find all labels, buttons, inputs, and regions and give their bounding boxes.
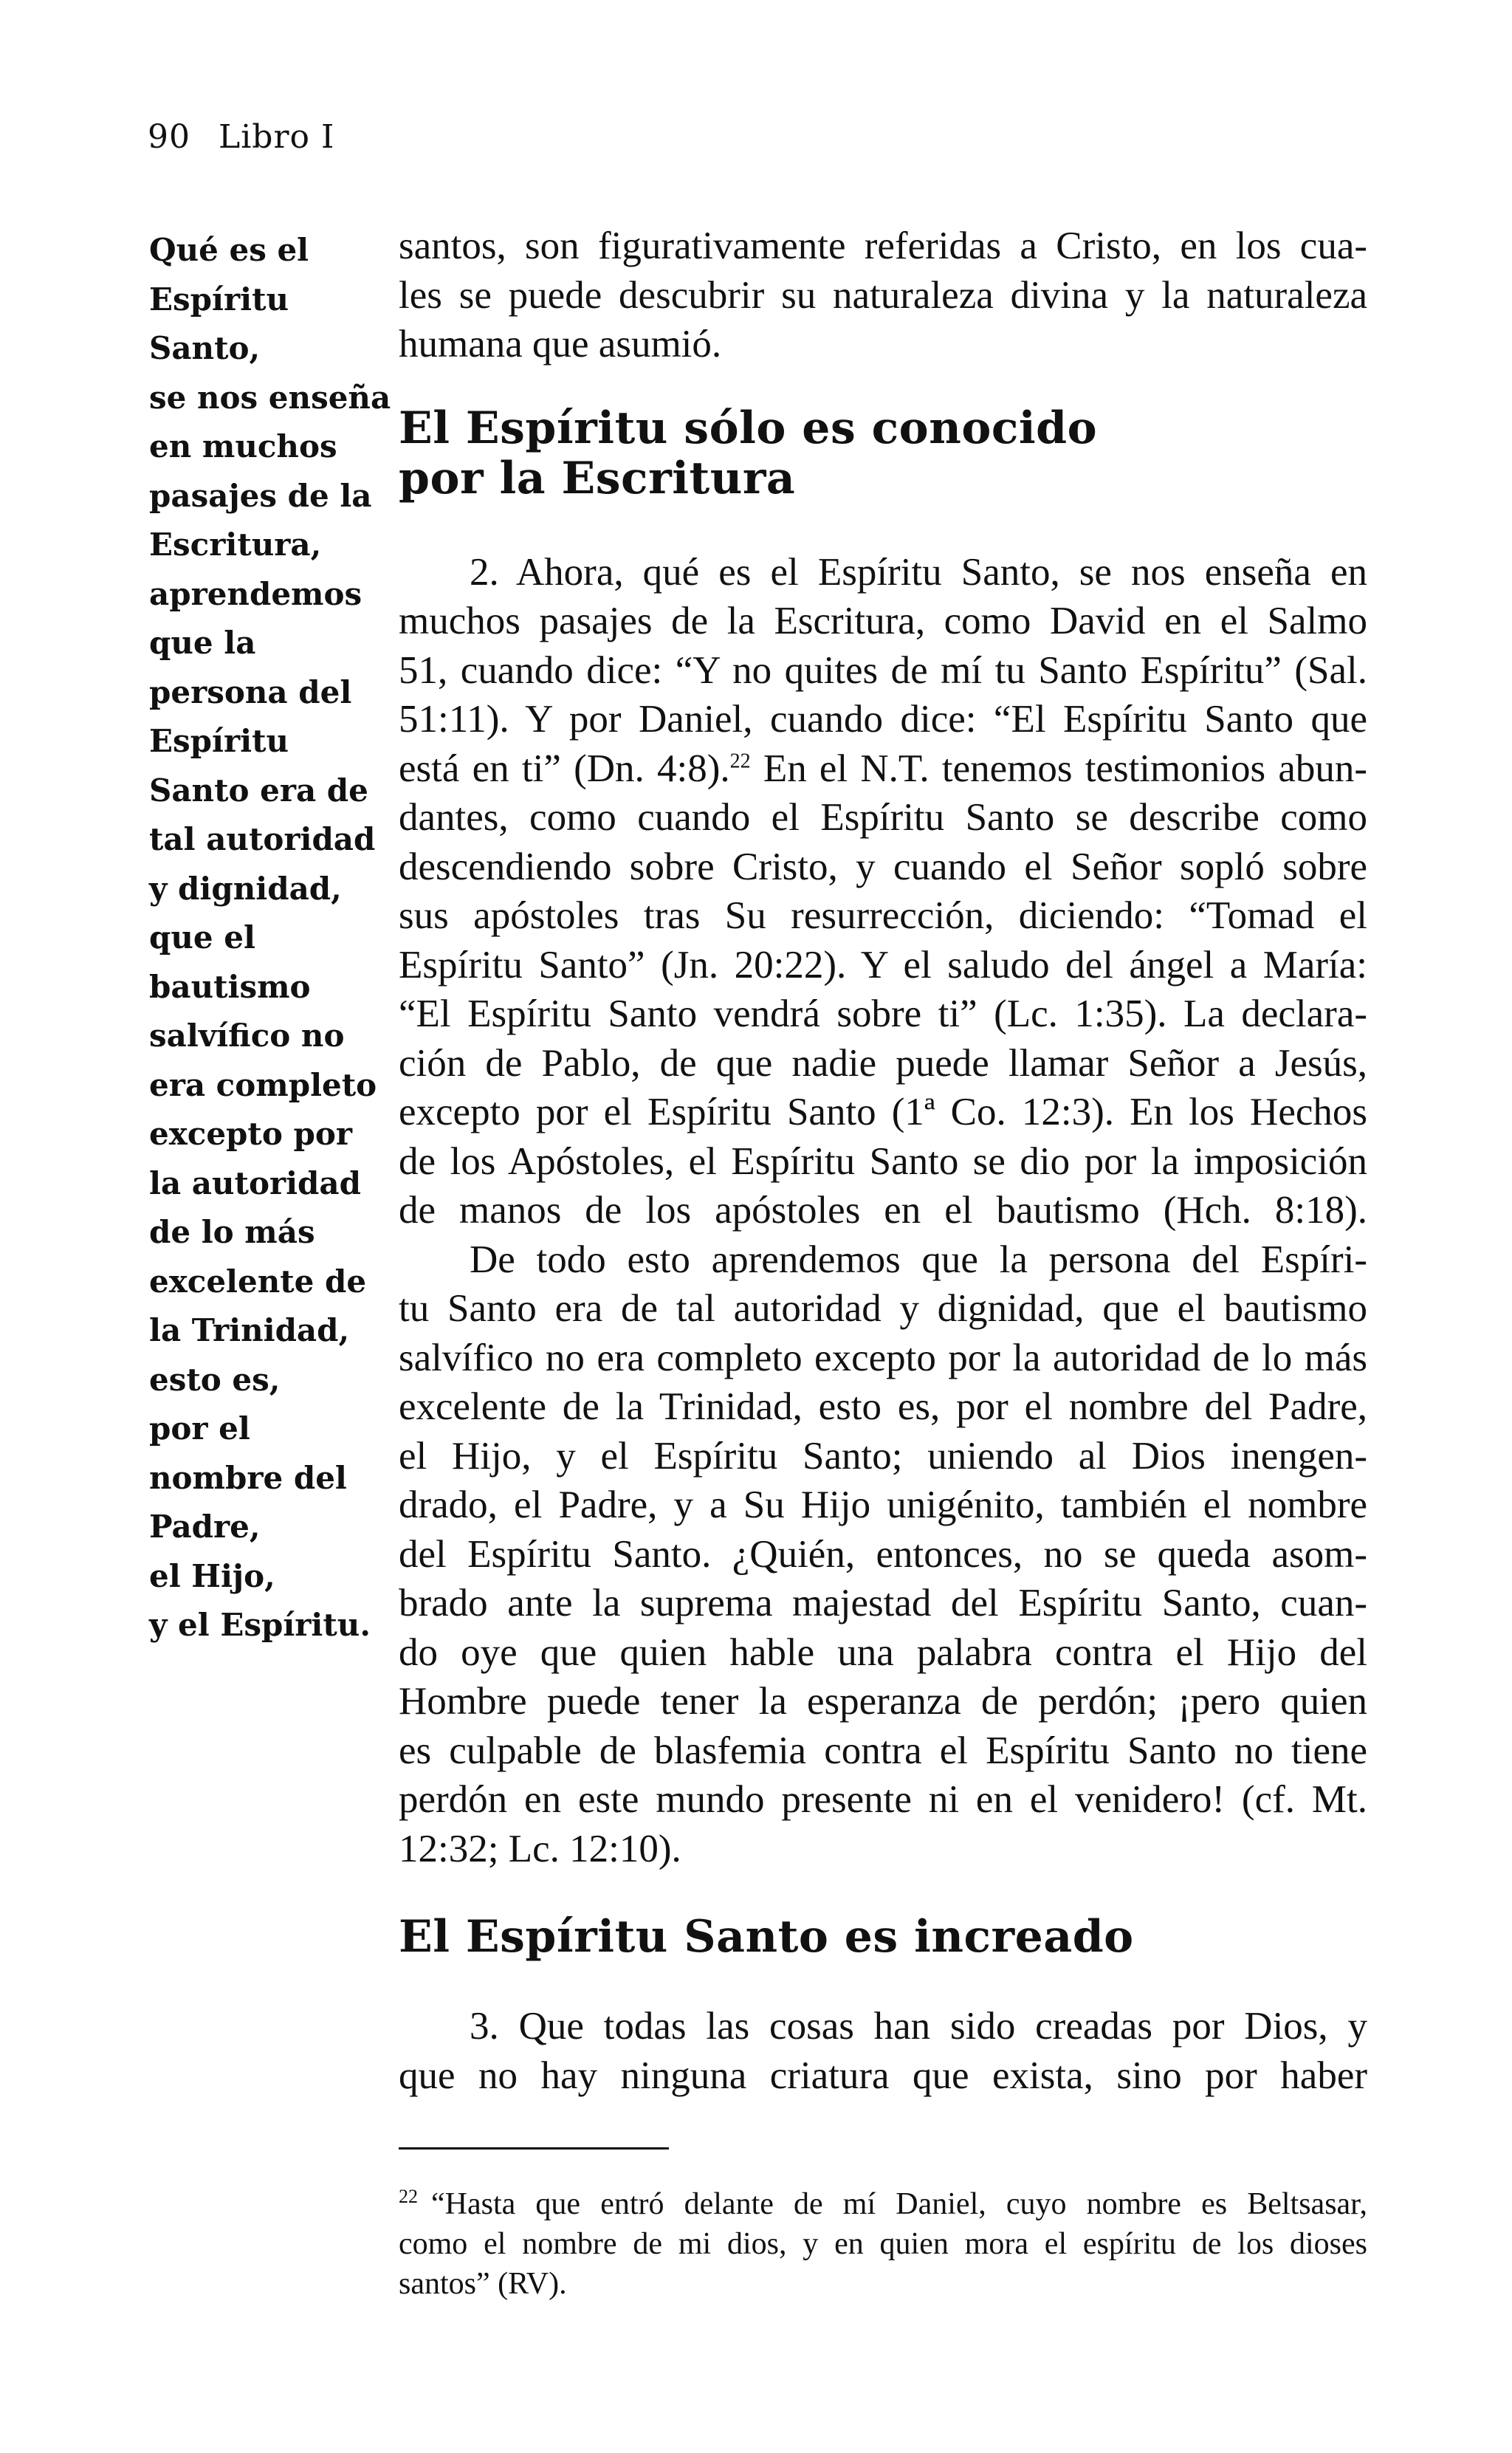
intro-paragraph xyxy=(399,222,1367,369)
margin-note-line: se nos enseña xyxy=(149,379,391,416)
text-line: 51:11). Y por Daniel, cuando dice: “El Espíritu Santo que xyxy=(399,698,1367,741)
footnote-line xyxy=(399,2184,1367,2224)
book-title: Libro I xyxy=(219,118,335,156)
heading-line: por la Escritura xyxy=(399,452,796,504)
footnote-reference[interactable]: 22 xyxy=(729,749,751,772)
margin-note xyxy=(149,226,391,1650)
paragraph-3 xyxy=(399,1235,1367,1874)
paragraph-4 xyxy=(399,2002,1367,2100)
heading-line: El Espíritu sólo es conocido xyxy=(399,402,1098,454)
footnote-text: “Hasta que entró delante de mí Daniel, cuyo nombre es Beltsasar, xyxy=(431,2187,1367,2221)
margin-note-line: pasajes de la xyxy=(149,477,372,514)
text-line: de los Apóstoles, el Espíritu Santo se dio por la imposición xyxy=(399,1139,1367,1183)
page-number: 90 xyxy=(148,118,190,156)
margin-note-line: de lo más xyxy=(149,1214,315,1250)
text-line: Hombre puede tener la esperanza de perdón; ¡pero quien xyxy=(399,1680,1367,1723)
margin-note-line: la autoridad xyxy=(149,1164,361,1201)
margin-note-line: por el xyxy=(149,1410,250,1447)
section-heading-2 xyxy=(399,1912,1367,1962)
footnote-line: santos” (RV). xyxy=(399,2267,567,2301)
section-heading-1 xyxy=(399,403,1367,504)
margin-note-line: excepto por xyxy=(149,1116,352,1152)
text-line xyxy=(399,744,1367,794)
footnote-line: como el nombre de mi dios, y en quien mora el espíritu de los dioses xyxy=(399,2227,1367,2261)
text-line: ción de Pablo, de que nadie puede llamar Señor a Jesús, xyxy=(399,1041,1367,1085)
text-line: santos, son figurativamente referidas a Cristo, en los cua- xyxy=(399,224,1367,267)
text-line: que no hay ninguna criatura que exista, sino por haber xyxy=(399,2054,1367,2097)
text-line: 3. Que todas las cosas han sido creadas por Dios, y xyxy=(470,2005,1367,2048)
text-line: perdón en este mundo presente ni en el venidero! (cf. Mt. xyxy=(399,1778,1367,1821)
margin-note-line: aprendemos xyxy=(149,575,362,612)
paragraph-2 xyxy=(399,548,1367,1235)
margin-note-line: que el xyxy=(149,919,255,956)
footnote-number: 22 xyxy=(399,2186,418,2207)
text-line: brado ante la suprema majestad del Espíritu Santo, cuan- xyxy=(399,1582,1367,1625)
margin-note-line: nombre del xyxy=(149,1459,347,1496)
margin-note-line: Espíritu xyxy=(149,723,289,759)
text-line: Espíritu Santo” (Jn. 20:22). Y el saludo del ángel a María: xyxy=(399,943,1367,987)
margin-note-line: y el Espíritu. xyxy=(149,1607,371,1643)
margin-note-line: tal autoridad xyxy=(149,821,376,857)
text-line: es culpable de blasfemia contra el Espíritu Santo no tiene xyxy=(399,1729,1367,1772)
text-line: drado, el Padre, y a Su Hijo unigénito, también el nombre xyxy=(399,1483,1367,1526)
running-head xyxy=(148,118,334,156)
text-line: excelente de la Trinidad, esto es, por el nombre del Padre, xyxy=(399,1385,1367,1428)
text-line: el Hijo, y el Espíritu Santo; uniendo al Dios inengen- xyxy=(399,1434,1367,1478)
margin-note-line: esto es, xyxy=(149,1361,281,1398)
margin-note-line: Escritura, xyxy=(149,526,322,563)
margin-note-line: Qué es el xyxy=(149,232,309,268)
margin-note-line: Santo, xyxy=(149,330,261,366)
margin-note-line: salvífico no xyxy=(149,1018,345,1054)
text-line: De todo esto aprendemos que la persona del Espíri- xyxy=(470,1238,1367,1281)
margin-note-line: la Trinidad, xyxy=(149,1312,350,1348)
margin-note-line: era completo xyxy=(149,1066,377,1103)
margin-note-line: persona del xyxy=(149,673,352,710)
text-line: excepto por el Espíritu Santo (1ª Co. 12:3). En los Hechos xyxy=(399,1091,1367,1133)
margin-note-line: y dignidad, xyxy=(149,870,342,907)
text-line: les se puede descubrir su naturaleza divina y la naturaleza xyxy=(399,273,1367,317)
text-line: tu Santo era de tal autoridad y dignidad, que el bautismo xyxy=(399,1287,1367,1330)
text-fragment: está en ti” (Dn. 4:8). xyxy=(399,747,730,790)
margin-note-line: bautismo xyxy=(149,968,311,1005)
margin-note-line: que la xyxy=(149,625,256,661)
text-line: salvífico no era completo excepto por la autoridad de lo más xyxy=(399,1336,1367,1379)
margin-note-line: en muchos xyxy=(149,428,337,464)
margin-note-line: Padre, xyxy=(149,1509,261,1545)
margin-note-line: Santo era de xyxy=(149,772,368,809)
text-line: 12:32; Lc. 12:10). xyxy=(399,1827,681,1870)
text-fragment: En el N.T. tenemos testimonios abun- xyxy=(750,747,1367,790)
margin-note-line: Espíritu xyxy=(149,281,289,318)
footnote xyxy=(399,2184,1367,2304)
margin-note-line: excelente de xyxy=(149,1263,367,1300)
text-line: 51, cuando dice: “Y no quites de mí tu Santo Espíritu” (Sal. xyxy=(399,648,1367,692)
text-line: “El Espíritu Santo vendrá sobre ti” (Lc. 1:35). La declara- xyxy=(399,992,1367,1035)
text-line: humana que asumió. xyxy=(399,323,722,366)
text-line: sus apóstoles tras Su resurrección, diciendo: “Tomad el xyxy=(399,894,1367,937)
text-line: muchos pasajes de la Escritura, como David en el Salmo xyxy=(399,600,1367,642)
text-line: do oye que quien hable una palabra contra el Hijo del xyxy=(399,1630,1367,1674)
text-line: descendiendo sobre Cristo, y cuando el Señor sopló sobre xyxy=(399,845,1367,888)
margin-note-line: el Hijo, xyxy=(149,1557,275,1594)
heading-line: El Espíritu Santo es increado xyxy=(399,1911,1134,1963)
text-line: de manos de los apóstoles en el bautismo (Hch. 8:18). xyxy=(399,1189,1367,1232)
text-line: del Espíritu Santo. ¿Quién, entonces, no se queda asom- xyxy=(399,1532,1367,1576)
text-line: 2. Ahora, qué es el Espíritu Santo, se nos enseña en xyxy=(470,550,1367,594)
main-text xyxy=(399,222,1367,2100)
footnote-rule xyxy=(399,2147,669,2150)
text-line: dantes, como cuando el Espíritu Santo se describe como xyxy=(399,796,1367,839)
